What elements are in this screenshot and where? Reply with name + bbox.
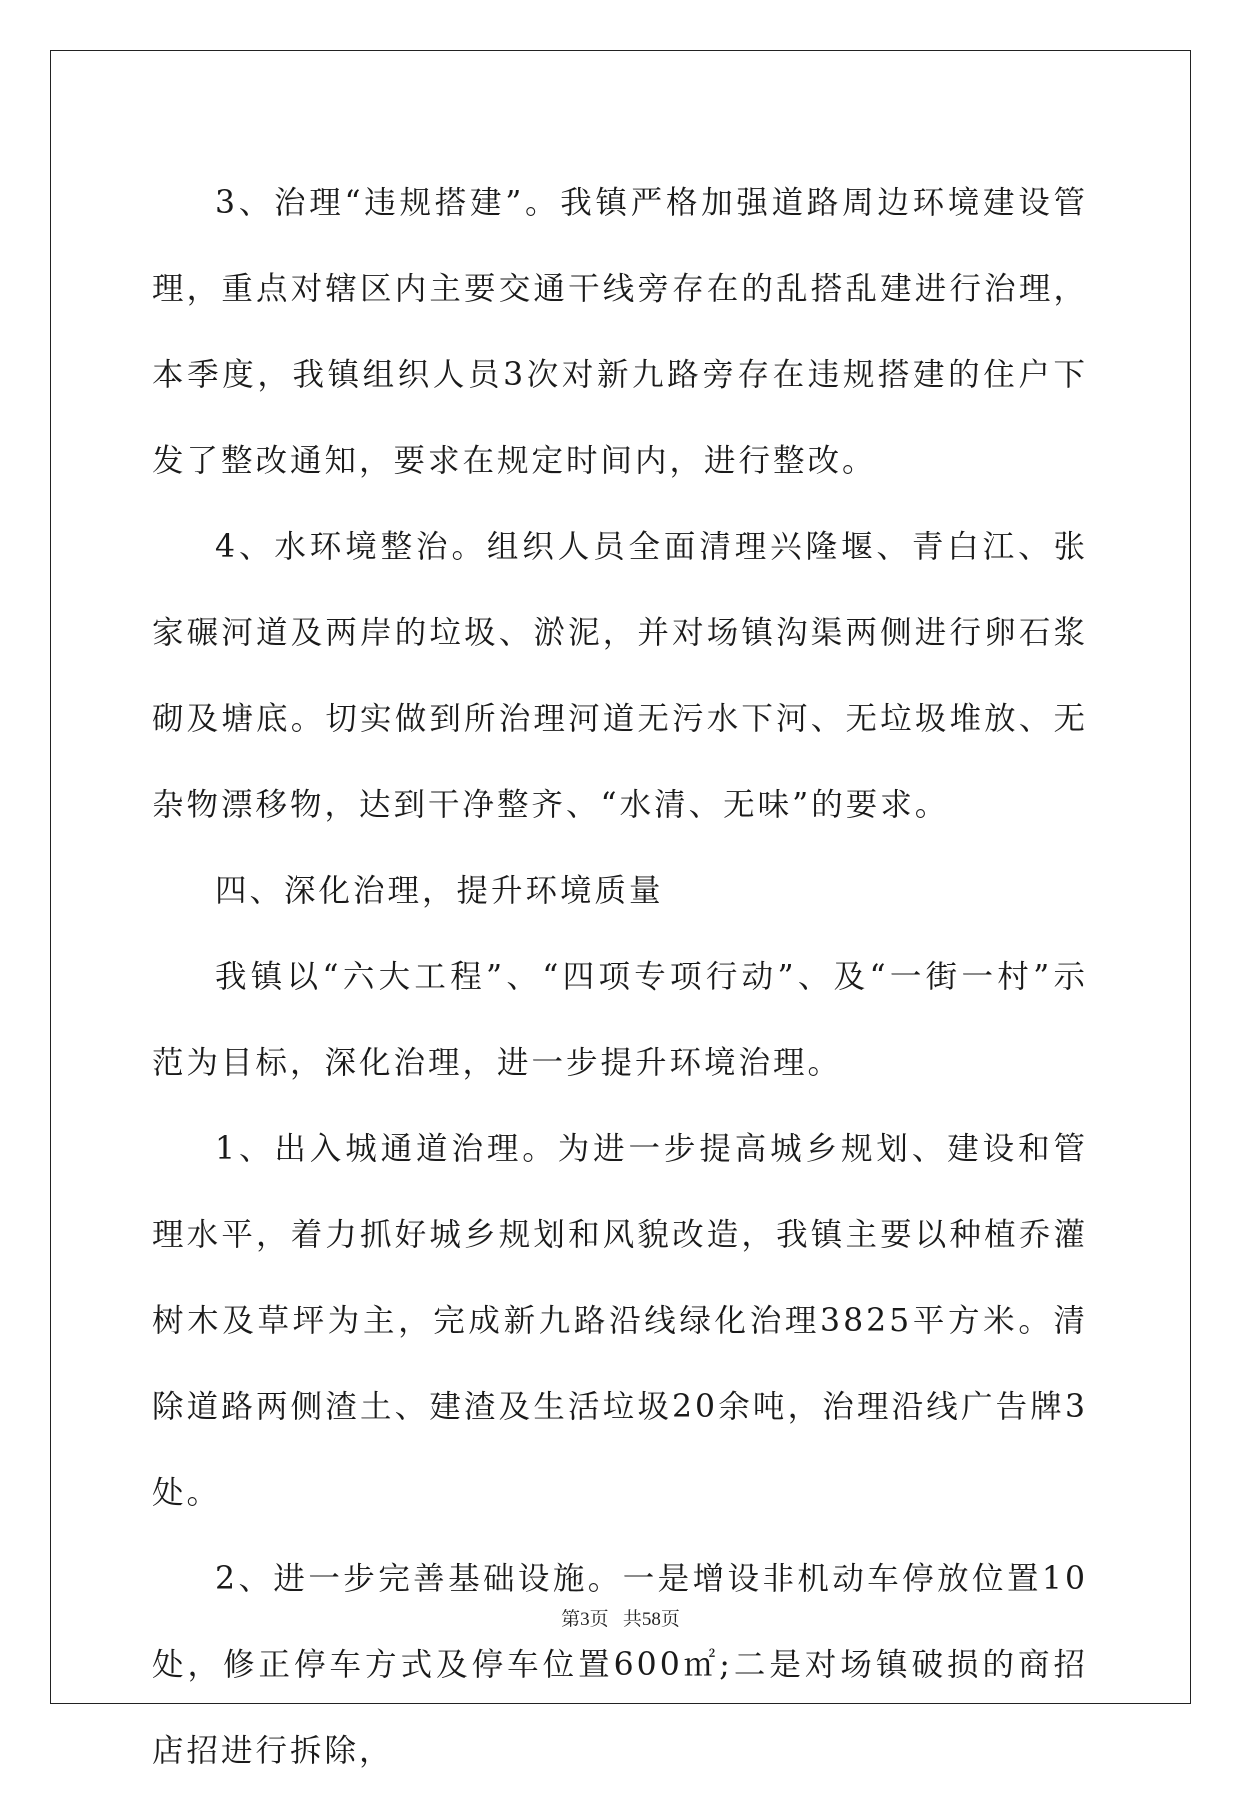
section-heading-deepen-governance: 四、深化治理，提升环境质量 xyxy=(215,873,664,909)
paragraph-water-environment: 4、水环境整治。组织人员全面清理兴隆堰、青白江、张家碾河道及两岸的垃圾、淤泥，并对场镇沟渠两侧进行卵石浆砌及塘底。切实做到所治理河道无污水下河、无垃圾堆放、无杂物漂移物，达到干净整齐、“水清、无味”的要求。 xyxy=(152,529,1088,823)
paragraph-illegal-construction: 3、治理“违规搭建”。我镇严格加强道路周边环境建设管理，重点对辖区内主要交通干线旁存在的乱搭乱建进行治理，本季度，我镇组织人员3次对新九路旁存在违规搭建的住户下发了整改通知，要求在规定时间内，进行整改。 xyxy=(152,185,1088,479)
paragraph-goals: 我镇以“六大工程”、“四项专项行动”、及“一街一村”示范为目标，深化治理，进一步提升环境治理。 xyxy=(152,959,1088,1081)
paragraph-city-access-roads: 1、出入城通道治理。为进一步提高城乡规划、建设和管理水平，着力抓好城乡规划和风貌改造，我镇主要以种植乔灌树木及草坪为主，完成新九路沿线绿化治理3825平方米。清除道路两侧渣土、建渣及生活垃圾20余吨，治理沿线广告牌3处。 xyxy=(152,1131,1088,1511)
page-number-footer: 第3页 共58页 xyxy=(561,1609,680,1630)
paragraph-infrastructure: 2、进一步完善基础设施。一是增设非机动车停放位置10处，修正停车方式及停车位置600㎡;二是对场镇破损的商招店招进行拆除， xyxy=(152,1561,1088,1769)
document-body xyxy=(152,160,1088,1794)
